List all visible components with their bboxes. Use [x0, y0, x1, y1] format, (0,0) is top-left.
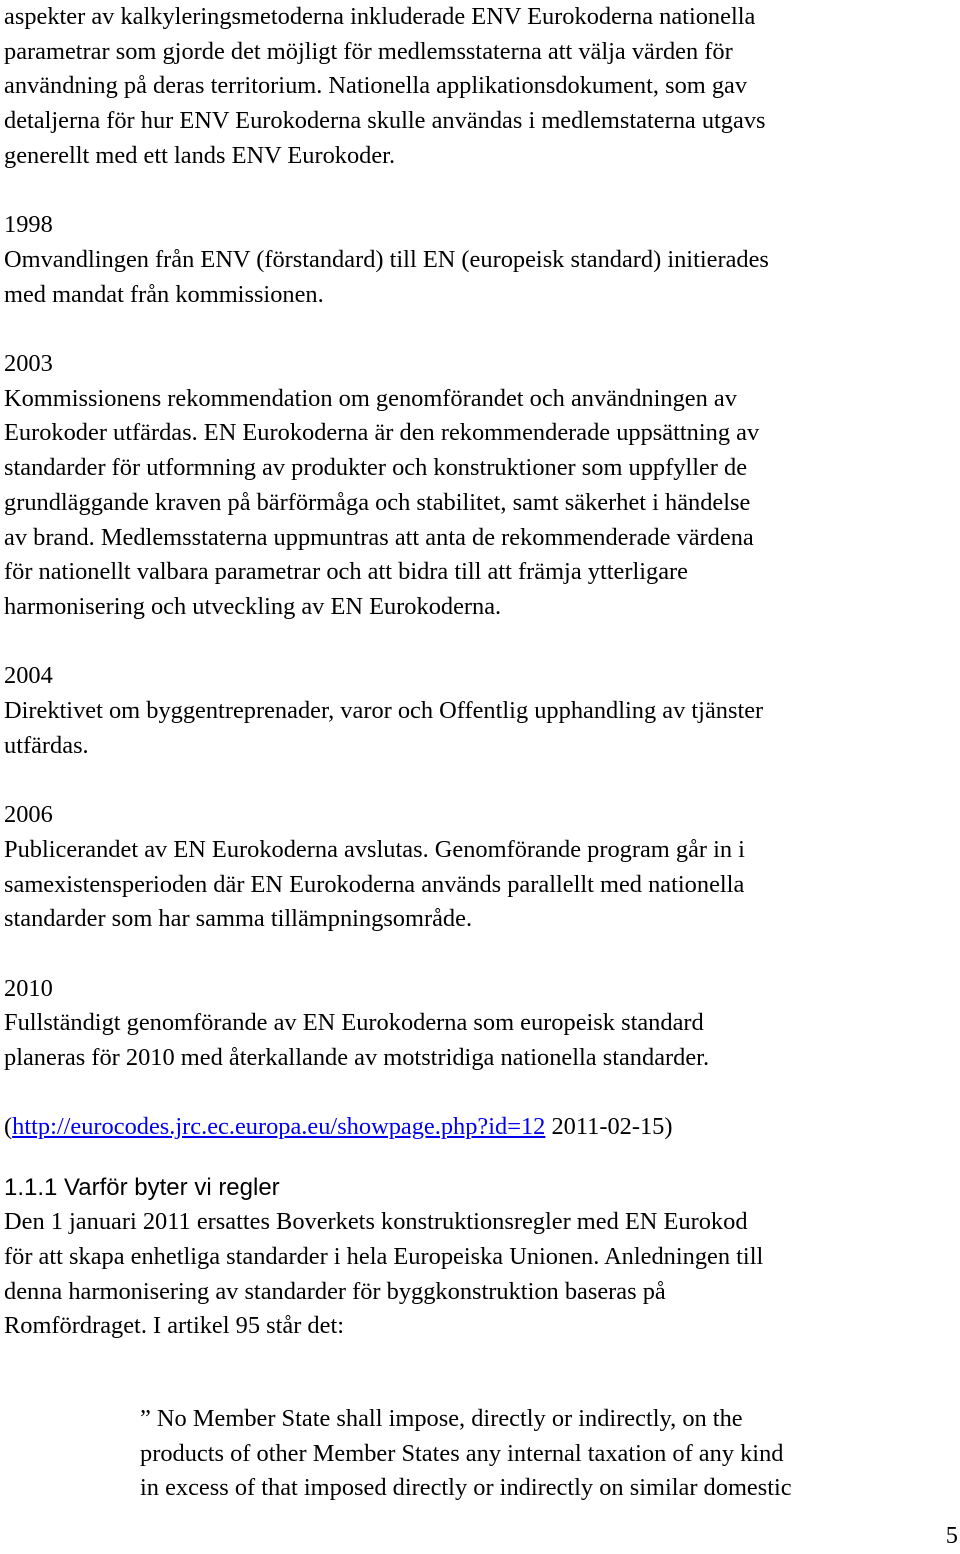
text-line: utfärdas.	[4, 731, 89, 759]
citation-open-paren: (	[4, 1113, 13, 1141]
text-line: av brand. Medlemsstaterna uppmuntras att anta de rekommenderade värdena	[4, 523, 754, 551]
text-line: standarder som har samma tillämpningsområde.	[4, 905, 473, 933]
timeline-year: 2010	[4, 974, 53, 1002]
timeline-entry-2006	[4, 798, 952, 937]
text-line: Kommissionens rekommendation om genomförandet och användningen av	[4, 384, 737, 412]
text-line: för att skapa enhetliga standarder i hela Europeiska Unionen. Anledningen till	[4, 1242, 764, 1270]
timeline-entry-2010	[4, 972, 952, 1076]
timeline-entry-1998	[4, 208, 952, 312]
quote-line: products of other Member States any internal taxation of any kind	[140, 1439, 784, 1467]
quote-line: ” No Member State shall impose, directly or indirectly, on the	[140, 1405, 743, 1432]
text-line: grundläggande kraven på bärförmåga och stabilitet, samt säkerhet i händelse	[4, 488, 751, 516]
text-line: Publicerandet av EN Eurokoderna avslutas. Genomförande program går in i	[4, 835, 745, 863]
text-line: Eurokoder utfärdas. EN Eurokoderna är den rekommenderade uppsättning av	[4, 419, 760, 447]
article-quote	[140, 1402, 960, 1506]
text-line: Direktivet om byggentreprenader, varor och Offentlig upphandling av tjänster	[4, 697, 764, 725]
text-line: parametrar som gjorde det möjligt för medlemsstaterna att välja värden för	[4, 37, 733, 65]
text-line: detaljerna för hur ENV Eurokoderna skulle användas i medlemstaterna utgavs	[4, 107, 766, 135]
section-heading: 1.1.1 Varför byter vi regler	[4, 1174, 280, 1202]
page-number: 5	[945, 1522, 958, 1549]
timeline-entry-2003	[4, 347, 952, 625]
source-citation	[4, 1110, 952, 1145]
text-line: för nationellt valbara parametrar och att bidra till att främja ytterligare	[4, 558, 688, 586]
timeline-entry-2004	[4, 659, 952, 763]
text-line: samexistensperioden där EN Eurokoderna används parallellt med nationella	[4, 870, 745, 898]
text-line: denna harmonisering av standarder för byggkonstruktion baseras på	[4, 1277, 666, 1305]
text-line: planeras för 2010 med återkallande av motstridiga nationella standarder.	[4, 1044, 710, 1072]
section-paragraph	[4, 1205, 952, 1344]
text-line: harmonisering och utveckling av EN Eurokoderna.	[4, 592, 502, 620]
text-line: Fullständigt genomförande av EN Eurokoderna som europeisk standard	[4, 1009, 704, 1037]
timeline-year: 2004	[4, 662, 53, 690]
text-line: Romfördraget. I artikel 95 står det:	[4, 1312, 345, 1340]
intro-paragraph	[4, 0, 952, 174]
timeline-year: 1998	[4, 211, 53, 239]
quote-line: in excess of that imposed directly or indirectly on similar domestic	[140, 1474, 792, 1502]
text-line: generellt med ett lands ENV Eurokoder.	[4, 141, 396, 169]
source-link[interactable]: http://eurocodes.jrc.ec.europa.eu/showpage.php?id=12	[12, 1113, 546, 1141]
text-line: med mandat från kommissionen.	[4, 280, 324, 308]
text-line: standarder för utformning av produkter och konstruktioner som uppfyller de	[4, 454, 748, 482]
text-line: aspekter av kalkyleringsmetoderna inkluderade ENV Eurokoderna nationella	[4, 3, 756, 30]
timeline-year: 2003	[4, 350, 53, 377]
text-line: användning på deras territorium. Nationella applikationsdokument, som gav	[4, 72, 748, 100]
text-line: Omvandlingen från ENV (förstandard) till EN (europeisk standard) initierades	[4, 245, 769, 273]
text-line: Den 1 januari 2011 ersattes Boverkets konstruktionsregler med EN Eurokod	[4, 1208, 748, 1236]
timeline-year: 2006	[4, 801, 53, 829]
document-body	[4, 0, 952, 1344]
citation-date: 2011-02-15)	[545, 1113, 673, 1141]
